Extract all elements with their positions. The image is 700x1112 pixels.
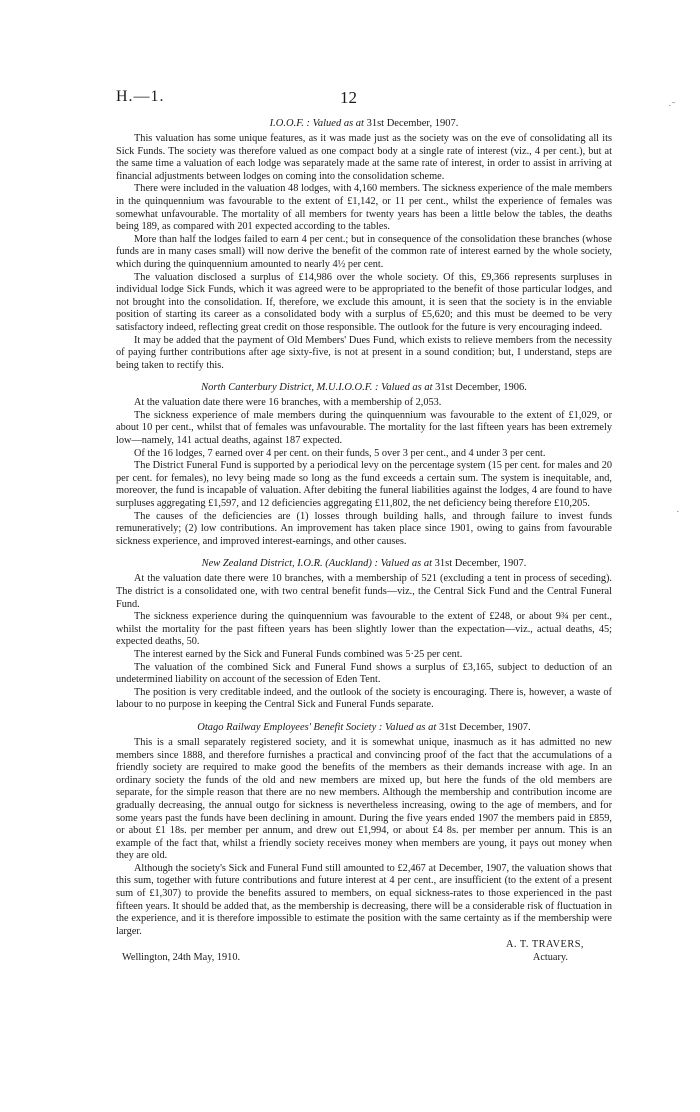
document-reference: H.—1. (116, 88, 165, 105)
section-title-otago-railway: Otago Railway Employees' Benefit Society : Valued as at 31st December, 1907. (197, 721, 531, 733)
paragraph: The District Funeral Fund is supported by a periodical levy on the percentage system (15 per cent. for males and 20 per cent. for females), no levy being made so long as the fund exceeds a certain sum. The system is inequitable, and, moreover, the fund is incapable of valuation. After debiting the funeral liabilities against the lodges, 4 are found to have surpluses aggregating £1,597, and 12 deficiencies aggregating £11,802, the net deficiency being therefore £10,205. (116, 460, 612, 510)
section-title-ioof: I.O.O.F. : Valued as at 31st December, 1907. (269, 118, 459, 129)
paragraph: More than half the lodges failed to earn 4 per cent.; but in consequence of the consolidation these branches (whose funds are in many cases small) will now derive the benefit of the common rate of interest earned by the whole society, which during the quinquennium amounted to nearly 4½ per cent. (116, 233, 612, 270)
paragraph: The causes of the deficiencies are (1) losses through building halls, and through failure to invest funds remuneratively; (2) low contributions. An improvement has taken place since 1901, owing to gains from favourable sickness experience, and improved interest-earnings, and other causes. (116, 510, 612, 547)
paragraph: The valuation disclosed a surplus of £14,986 over the whole society. Of this, £9,366 represents surpluses in individual lodge Sick Funds, which it was agreed were to be appropriated to the benefit of those particular lodges, and not brought into the consolidation. If, therefore, we exclude this amount, it is seen that the society is in the enviable position of starting its career as a consolidated body with a surplus of £5,620; and this must be deemed to be very satisfactory indeed, reflecting great credit on those responsible. The outlook for the future is very encouraging indeed. (116, 271, 612, 333)
paragraph: The position is very creditable indeed, and the outlook of the society is encouraging. There is, however, a waste of labour to no purpose in keeping the Central Sick and Funeral Funds separate. (116, 686, 612, 711)
place-date: Wellington, 24th May, 1910. (122, 952, 241, 964)
signatory-title: Actuary. (532, 952, 568, 964)
paragraph: The valuation of the combined Sick and Funeral Fund shows a surplus of £3,165, subject to deduction of an undetermined liability on account of the secession of Eden Tent. (116, 661, 612, 686)
paragraph: The interest earned by the Sick and Funeral Funds combined was 5·25 per cent. (134, 648, 463, 660)
paragraph: Although the society's Sick and Funeral Fund still amounted to £2,467 at December, 1907, the valuation shows that this sum, together with future contributions and future interest at 4 per cent., are insufficient (to the extent of a present sum of £1,307) to provide the benefits assured to members, on equal sickness-rates to those experienced in the past fifteen years. It should be added that, as the membership is decreasing, there will be a considerable risk of fluctuation in the experience, and it is therefore impossible to estimate the position with the same certainty as if the membership were larger. (116, 862, 612, 937)
section-title-north-canterbury: North Canterbury District, M.U.I.O.O.F. : Valued as at 31st December, 1906. (201, 382, 527, 394)
page-number: 12 (340, 88, 357, 107)
signature-block (116, 938, 612, 964)
section-title-new-zealand-ior: New Zealand District, I.O.R. (Auckland) : Valued as at 31st December, 1907. (201, 558, 527, 570)
paragraph: Of the 16 lodges, 7 earned over 4 per cent. on their funds, 5 over 3 per cent., and 4 under 3 per cent. (134, 447, 546, 459)
scan-speck: · (676, 506, 680, 518)
document-body (116, 117, 612, 964)
paragraph: This is a small separately registered society, and it is somewhat unique, inasmuch as it has admitted no new members since 1888, and therefore furnishes a practical and convincing proof of the fact that the accumulations of a friendly society are required to make good the benefits of the members as their demands increase with age. In an ordinary society the funds of the old and new members are mixed up, but here the funds of the old members are separate, for the simple reason that there are no new members. Although the membership and contribution income are gradually decreasing, the annual outgo for sickness is nevertheless increasing, owing to the age of members, and for some years past the funds have been declining in amount. During the five years ended 1907 the members paid in £859, or about £1 18s. per member per annum, and drew out £1,994, or about £4 8s. per member per annum. This is an example of the fact that, whilst a friendly society receives money when members are young, it pays out money when they are old. (116, 736, 612, 862)
paragraph: It may be added that the payment of Old Members' Dues Fund, which exists to relieve members from the necessity of paying further contributions after age sixty-five, is not at present in a sound condition; but, I understand, steps are being taken to rectify this. (116, 334, 612, 371)
paragraph: The sickness experience of male members during the quinquennium was favourable to the extent of £1,029, or about 10 per cent., whilst that of females was unfavourable. The mortality for the last fifteen years has been extremely low—namely, 141 actual deaths, against 187 expected. (116, 409, 612, 447)
paragraph: At the valuation date there were 16 branches, with a membership of 2,053. (134, 397, 442, 409)
paragraph: This valuation has some unique features, as it was made just as the society was on the eve of consolidating all its Sick Funds. The society was therefore valued as one compact body at a single rate of interest (viz., 4 per cent.), but at the same time a valuation of each lodge was separately made at the same rate of interest, in order to assist in arriving at financial adjustments between lodges on coming into the consolidation scheme. (116, 133, 612, 182)
paragraph: The sickness experience during the quinquennium was favourable to the extent of £248, or about 9¾ per cent., whilst the mortality for the past fifteen years has been slightly lower than the expectation—viz., actual deaths, 45; expected deaths, 50. (116, 611, 612, 648)
paragraph: At the valuation date there were 10 branches, with a membership of 521 (excluding a tent in process of seceding). The district is a consolidated one, with two central benefit funds—viz., the Central Sick Fund and the Central Funeral Fund. (116, 573, 612, 610)
scan-speck: ·˜ (668, 100, 676, 112)
signatory-name: A. T. TRAVERS, (505, 939, 584, 951)
paragraph: There were included in the valuation 48 lodges, with 4,160 members. The sickness experience of the male members in the quinquennium was favourable to the extent of £1,142, or 11 per cent., whilst the experience of females was somewhat unfavourable. The mortality of all members for twenty years has been a little below the tables, the deaths being 189, as compared with 201 expected according to the tables. (116, 183, 612, 233)
